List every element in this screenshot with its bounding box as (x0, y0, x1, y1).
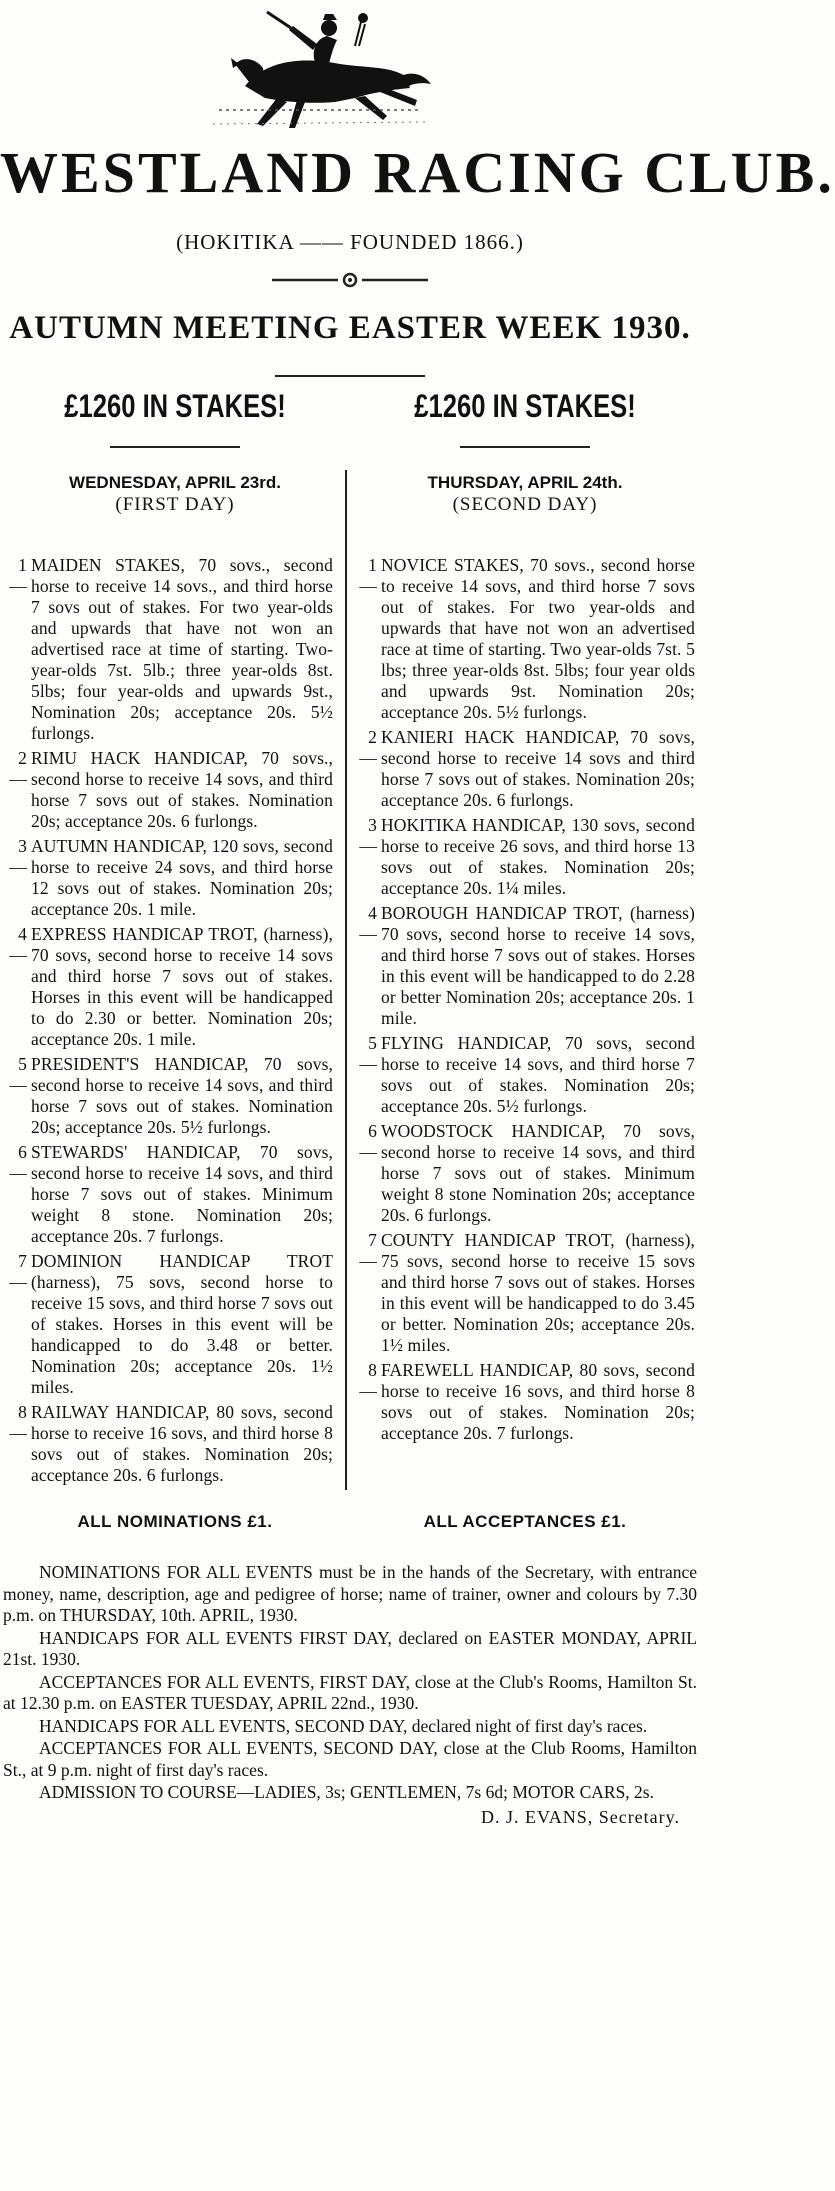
notice-handicaps-first-day: HANDICAPS FOR ALL EVENTS FIRST DAY, declared on EASTER MONDAY, APRIL 21st. 1930. (3, 1627, 697, 1669)
race-description: PRESIDENT'S HANDICAP, 70 sovs, second horse to receive 14 sovs, and third horse 7 sovs out of stakes. Nomination 20s; acceptance 20s. 5½ furlongs. (31, 1054, 333, 1137)
meeting-title: AUTUMN MEETING EASTER WEEK 1930. (9, 310, 691, 346)
notice-acceptances-first-day: ACCEPTANCES FOR ALL EVENTS, FIRST DAY, close at the Club's Rooms, Hamilton St. at 12.30 p.m. on EASTER TUESDAY, APRIL 22nd., 1930. (3, 1671, 697, 1713)
race-number: 3— (359, 815, 377, 856)
club-subtitle: (HOKITIKA —— FOUNDED 1866.) (176, 230, 524, 254)
race-description: KANIERI HACK HANDICAP, 70 sovs, second horse to receive 14 sovs and third horse 7 sovs out of stakes. Nomination 20s; acceptance 20s. 6 furlongs. (381, 727, 695, 810)
second-day-heading: THURSDAY, APRIL 24th. (427, 473, 623, 492)
first-day-heading: WEDNESDAY, APRIL 23rd. (69, 473, 281, 492)
race-entry (5, 555, 333, 744)
race-description: FLYING HANDICAP, 70 sovs, second horse to receive 14 sovs, and third horse 7 sovs out of stakes. Nomination 20s; acceptance 20s. 5½ furlongs. (381, 1033, 695, 1116)
race-entry (5, 1402, 333, 1486)
race-entry (355, 727, 695, 811)
race-number: 7— (9, 1251, 27, 1292)
column-divider (345, 470, 347, 1490)
race-description: MAIDEN STAKES, 70 sovs., second horse to receive 14 sovs., and third horse 7 sovs out of stakes. For two year-olds and upwards that have not won an advertised race at time of starting. Two-year-olds 7st. 5lb.; three year-olds 8st. 5lbs; four year-olds and upwards 9st., Nomination 20s; acceptance 20s. 5½ furlongs. (31, 555, 333, 743)
race-description: STEWARDS' HANDICAP, 70 sovs, second horse to receive 14 sovs, and third horse 7 sovs out of stakes. Minimum weight 8 stone. Nomination 20s; acceptance 20s. 7 furlongs. (31, 1142, 333, 1246)
race-number: 6— (359, 1121, 377, 1162)
race-entry (355, 1360, 695, 1444)
all-acceptances: ALL ACCEPTANCES £1. (423, 1512, 627, 1531)
race-entry (5, 924, 333, 1050)
race-description: AUTUMN HANDICAP, 120 sovs, second horse to receive 24 sovs, and third horse 12 sovs out of stakes. Nomination 20s; acceptance 20s. 1 mile. (31, 836, 333, 919)
race-entry (355, 1121, 695, 1226)
race-entry (5, 748, 333, 832)
race-number: 5— (9, 1054, 27, 1095)
stakes-right: £1260 IN STAKES! (414, 388, 636, 424)
rule-left (110, 446, 240, 448)
ornament-divider (270, 268, 430, 292)
race-entry (5, 1251, 333, 1398)
race-number: 1— (9, 555, 27, 596)
race-description: WOODSTOCK HANDICAP, 70 sovs, second horse to receive 14 sovs, and third horse 7 sovs out of stakes. Minimum weight 8 stone Nomination 20s; acceptance 20s. 6 furlongs. (381, 1121, 695, 1225)
race-description: EXPRESS HANDICAP TROT, (harness), 70 sovs, second horse to receive 14 sovs and third horse 7 sovs out of stakes. Horses in this event will be handicapped to do 2.30 or better. Nomination 20s; acceptance 20s. 1 mile. (31, 924, 333, 1049)
race-number: 3— (9, 836, 27, 877)
rule-right (460, 446, 590, 448)
race-number: 8— (9, 1402, 27, 1443)
race-number: 2— (359, 727, 377, 768)
second-day-subheading: (SECOND DAY) (452, 494, 598, 515)
race-entry (5, 836, 333, 920)
notice-acceptances-second-day: ACCEPTANCES FOR ALL EVENTS, SECOND DAY, close at the Club Rooms, Hamilton St., at 9 p.m. night of first day's races. (3, 1738, 697, 1780)
race-entry (355, 815, 695, 899)
race-number: 4— (359, 903, 377, 944)
race-entry (355, 1033, 695, 1117)
race-description: RIMU HACK HANDICAP, 70 sovs., second horse to receive 14 sovs, and third horse 7 sovs out of stakes. Nomination 20s; acceptance 20s. 6 furlongs. (31, 748, 333, 831)
notice-admission: ADMISSION TO COURSE—LADIES, 3s; GENTLEMEN, 7s 6d; MOTOR CARS, 2s. (39, 1782, 654, 1802)
race-number: 6— (9, 1142, 27, 1183)
race-description: COUNTY HANDICAP TROT, (harness), 75 sovs, second horse to receive 15 sovs and third horse 7 sovs out of stakes. Horses in this event will be handicapped to do 3.45 or better. Nomination 20s; acceptance 20s. 1½ miles. (381, 1230, 695, 1355)
racehorse-jockey-illustration (205, 6, 435, 136)
race-description: BOROUGH HANDICAP TROT, (harness) 70 sovs, second horse to receive 14 sovs, and third horse 7 sovs out of stakes. Horses in this event will be handicapped to do 2.28 or better Nomination 20s; acceptance 20s. 1 mile. (381, 903, 695, 1028)
race-entry (5, 1142, 333, 1247)
race-number: 7— (359, 1230, 377, 1271)
race-entry (5, 1054, 333, 1138)
rule-under-meeting (275, 375, 425, 377)
all-nominations: ALL NOMINATIONS £1. (77, 1512, 273, 1531)
race-description: RAILWAY HANDICAP, 80 sovs, second horse to receive 16 sovs, and third horse 8 sovs out of stakes. Nomination 20s; acceptance 20s. 6 furlongs. (31, 1402, 333, 1485)
race-number: 8— (359, 1360, 377, 1401)
secretary-signature: D. J. EVANS, Secretary. (481, 1806, 680, 1827)
stakes-left: £1260 IN STAKES! (64, 388, 286, 424)
race-number: 2— (9, 748, 27, 789)
race-description: HOKITIKA HANDICAP, 130 sovs, second horse to receive 26 sovs, and third horse 13 sovs out of stakes. Nomination 20s; acceptance 20s. 1¼ miles. (381, 815, 695, 898)
race-description: FAREWELL HANDICAP, 80 sovs, second horse to receive 16 sovs, and third horse 8 sovs out of stakes. Nomination 20s; acceptance 20s. 7 furlongs. (381, 1360, 695, 1443)
first-day-subheading: (FIRST DAY) (115, 494, 235, 515)
notice-handicaps-second-day: HANDICAPS FOR ALL EVENTS, SECOND DAY, declared night of first day's races. (39, 1715, 648, 1736)
race-description: DOMINION HANDICAP TROT (harness), 75 sovs, second horse to receive 15 sovs, and third horse 7 sovs out of stakes. Horses in this event will be handicapped to do 3.48 or better. Nomination 20s; acceptance 20s. 1½ miles. (31, 1251, 333, 1397)
race-description: NOVICE STAKES, 70 sovs., second horse to receive 14 sovs, and third horse 7 sovs out of stakes. For two year-olds and upwards that have not won an advertised race at time of starting. Two year-olds 7st. 5 lbs; three year-olds 8st. 5lbs; four year olds and upwards 9st. Nomination 20s; acceptance 20s. 5½ furlongs. (381, 555, 695, 722)
race-entry (355, 903, 695, 1029)
race-number: 1— (359, 555, 377, 596)
notice-nominations: NOMINATIONS FOR ALL EVENTS must be in the hands of the Secretary, with entrance money, name, description, age and pedigree of horse; name of trainer, owner and colours by 7.30 p.m. on THURSDAY, 10th. APRIL, 1930. (3, 1562, 697, 1625)
race-number: 4— (9, 924, 27, 965)
race-entry (355, 555, 695, 723)
race-number: 5— (359, 1033, 377, 1074)
race-entry (355, 1230, 695, 1356)
club-name: WESTLAND RACING CLUB. (0, 140, 835, 205)
